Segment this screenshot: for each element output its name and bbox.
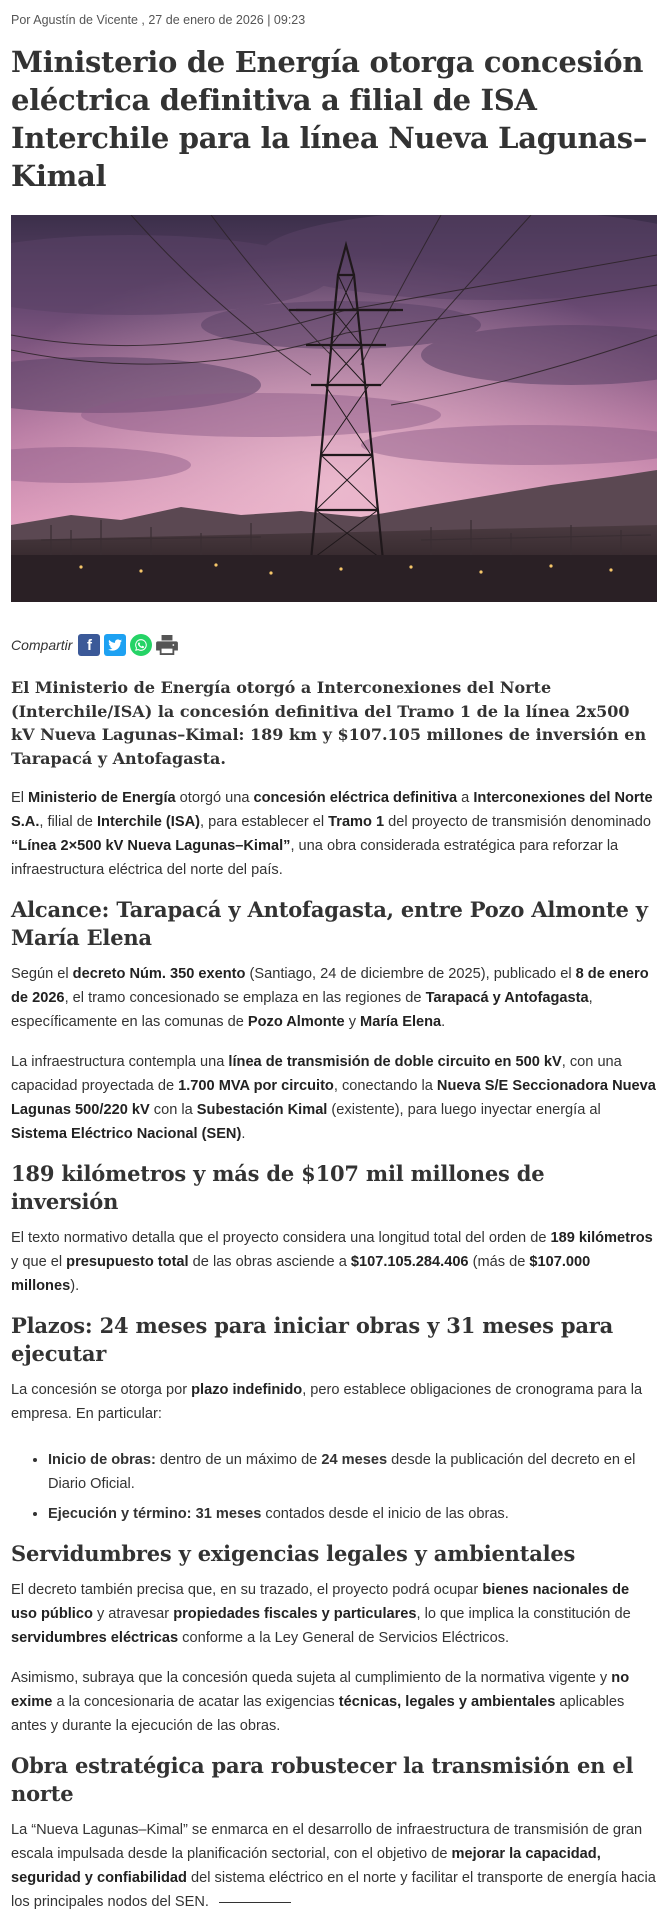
paragraph-8: La “Nueva Lagunas–Kimal” se enmarca en el desarrollo de infraestructura de transmisión de gran escala impulsada desde la planificación sectorial, con el objetivo de mejorar la capacidad, seguridad y confiabilidad del sistema eléctrico en el norte y facilitar el transporte de energía hacia los principales nodos del SEN. [11, 1822, 656, 1910]
paragraph-6: El decreto también precisa que, en su trazado, el proyecto podrá ocupar bienes nacionales de uso público y atravesar propiedades fiscales y particulares, lo que implica la constitución de servidumbres eléctricas conforme a la Ley General de Servicios Eléctricos. [11, 1582, 631, 1646]
section-heading-obra-estrategica: Obra estratégica para robustecer la transmisión en el norte [11, 1753, 634, 1806]
plazos-list [11, 1448, 657, 1526]
section-heading-inversion: 189 kilómetros y más de $107 mil millones de inversión [11, 1161, 545, 1214]
facebook-icon[interactable]: f [78, 634, 100, 656]
headline: Ministerio de Energía otorga concesión eléctrica definitiva a filial de ISA Interchile para la línea Nueva Lagunas–Kimal [11, 45, 648, 193]
paragraph-3: La infraestructura contempla una línea de transmisión de doble circuito en 500 kV, con una capacidad proyectada de 1.700 MVA por circuito, conectando la Nueva S/E Seccionadora Nueva Lagunas 500/220 kV con la Subestación Kimal (existente), para luego inyectar energía al Sistema Eléctrico Nacional (SEN). [11, 1054, 656, 1142]
paragraph-1: El Ministerio de Energía otorgó una concesión eléctrica definitiva a Interconexiones del Norte S.A., filial de Interchile (ISA), para establecer el Tramo 1 del proyecto de transmisión denominado “Línea 2×500 kV Nueva Lagunas–Kimal”, una obra considerada estratégica para reforzar la infraestructura eléctrica del norte del país. [11, 790, 653, 878]
paragraph-7: Asimismo, subraya que la concesión queda sujeta al cumplimiento de la normativa vigente y no exime a la concesionaria de acatar las exigencias técnicas, legales y ambientales aplicables antes y durante la ejecución de las obras. [11, 1670, 630, 1734]
paragraph-4: El texto normativo detalla que el proyecto considera una longitud total del orden de 189 kilómetros y que el presupuesto total de las obras asciende a $107.105.284.406 (más de $107.000 millones). [11, 1230, 653, 1294]
whatsapp-icon[interactable] [130, 634, 152, 656]
share-bar [11, 632, 657, 658]
share-label: Compartir [11, 637, 73, 653]
print-icon[interactable] [156, 634, 178, 656]
byline: Por Agustín de Vicente , 27 de enero de 2026 | 09:23 [11, 13, 306, 27]
hero-image-power-tower [11, 215, 657, 602]
section-heading-servidumbres: Servidumbres y exigencias legales y ambientales [11, 1541, 576, 1566]
end-divider [219, 1902, 291, 1903]
article-lead: El Ministerio de Energía otorgó a Interconexiones del Norte (Interchile/ISA) la concesión definitiva del Tramo 1 de la línea 2x500 kV Nueva Lagunas–Kimal: 189 km y $107.105 millones de inversión en Tarapacá y Antofagasta. [11, 678, 647, 768]
list-item: • Inicio de obras: dentro de un máximo de 24 meses desde la publicación del decreto en el Diario Oficial. [48, 1448, 657, 1496]
paragraph-5: La concesión se otorga por plazo indefinido, pero establece obligaciones de cronograma para la empresa. En particular: [11, 1382, 643, 1422]
twitter-icon[interactable] [104, 634, 126, 656]
paragraph-2: Según el decreto Núm. 350 exento (Santiago, 24 de diciembre de 2025), publicado el 8 de enero de 2026, el tramo concesionado se emplaza en las regiones de Tarapacá y Antofagasta, específicamente en las comunas de Pozo Almonte y María Elena. [11, 966, 649, 1030]
list-item: • Ejecución y término: 31 meses contados desde el inicio de las obras. [48, 1502, 657, 1526]
section-heading-plazos: Plazos: 24 meses para iniciar obras y 31 meses para ejecutar [11, 1313, 614, 1366]
section-heading-alcance: Alcance: Tarapacá y Antofagasta, entre Pozo Almonte y María Elena [11, 897, 648, 950]
